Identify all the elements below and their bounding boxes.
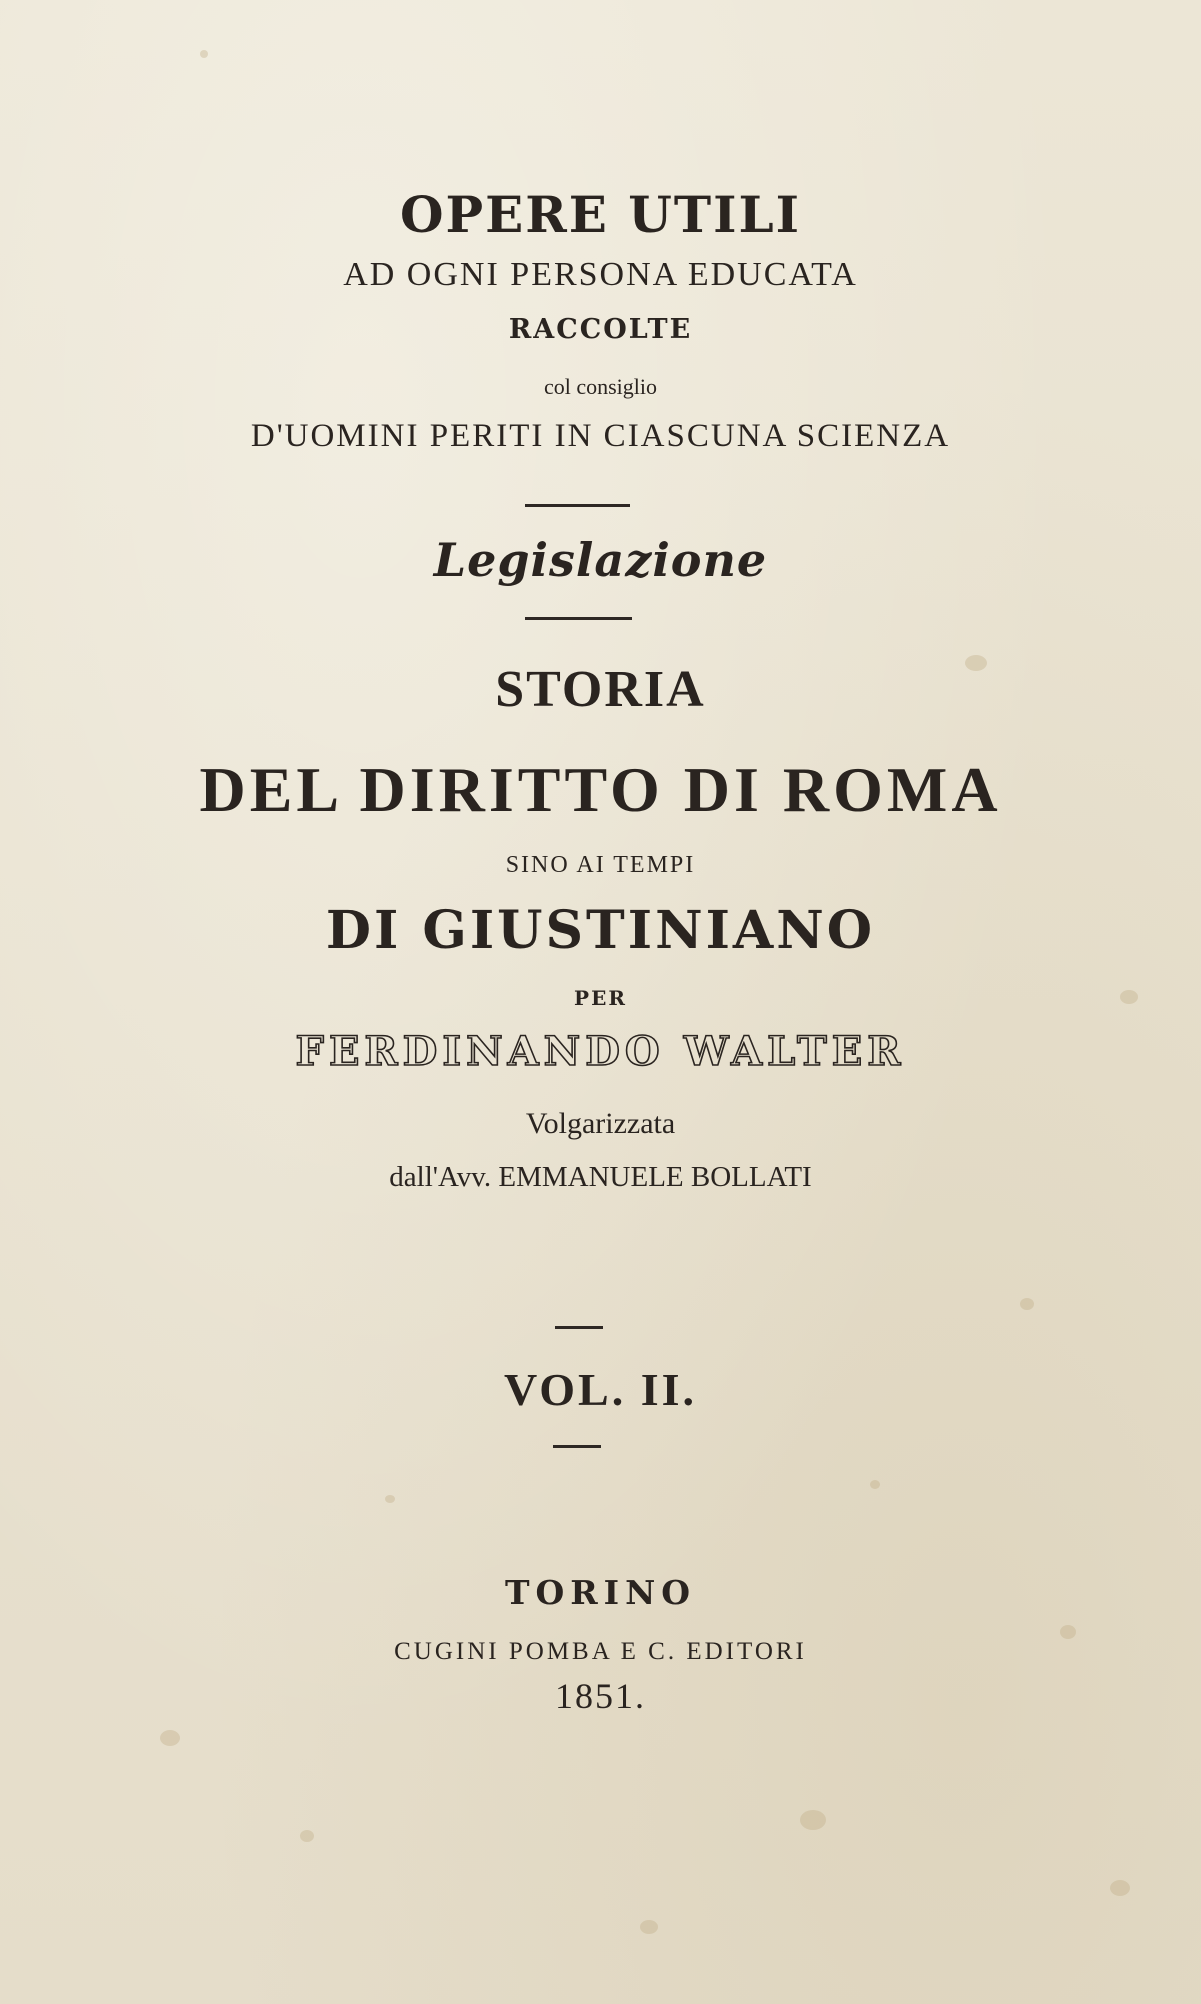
work-title-diritto: DEL DIRITTO DI ROMA xyxy=(199,754,1002,825)
author-name: FERDINANDO WALTER xyxy=(295,1028,906,1075)
foxing-spot xyxy=(1110,1880,1130,1896)
imprint-city: TORINO xyxy=(504,1573,697,1612)
foxing-spot xyxy=(640,1920,658,1934)
foxing-spot xyxy=(1060,1625,1076,1639)
work-title-sino: SINO AI TEMPI xyxy=(505,852,696,878)
by-label: PER xyxy=(574,986,627,1010)
translator-name: dall'Avv. EMMANUELE BOLLATI xyxy=(389,1161,812,1193)
work-title-storia: STORIA xyxy=(495,661,706,718)
foxing-spot xyxy=(800,1810,826,1830)
divider-rule xyxy=(553,1445,601,1448)
imprint-year: 1851. xyxy=(555,1676,646,1716)
foxing-spot xyxy=(870,1480,880,1489)
volume-number: VOL. II. xyxy=(503,1364,698,1415)
series-raccolte: RACCOLTE xyxy=(508,314,693,345)
section-heading: Legislazione xyxy=(433,533,768,587)
series-consiglio: col consiglio xyxy=(543,374,658,399)
series-subtitle: AD OGNI PERSONA EDUCATA xyxy=(343,256,858,293)
divider-rule xyxy=(525,617,632,620)
divider-rule xyxy=(525,504,630,507)
work-title-giustiniano: DI GIUSTINIANO xyxy=(325,900,876,961)
series-uomini: D'UOMINI PERITI IN CIASCUNA SCIENZA xyxy=(250,418,951,454)
foxing-spot xyxy=(300,1830,314,1842)
foxing-spot xyxy=(385,1495,395,1503)
divider-rule xyxy=(555,1326,603,1329)
foxing-spot xyxy=(200,50,208,58)
foxing-spot xyxy=(160,1730,180,1746)
series-title: OPERE UTILI xyxy=(399,185,802,244)
translation-label: Volgarizzata xyxy=(525,1107,676,1140)
foxing-spot xyxy=(1020,1298,1034,1310)
imprint-publisher: CUGINI POMBA E C. EDITORI xyxy=(394,1638,807,1665)
